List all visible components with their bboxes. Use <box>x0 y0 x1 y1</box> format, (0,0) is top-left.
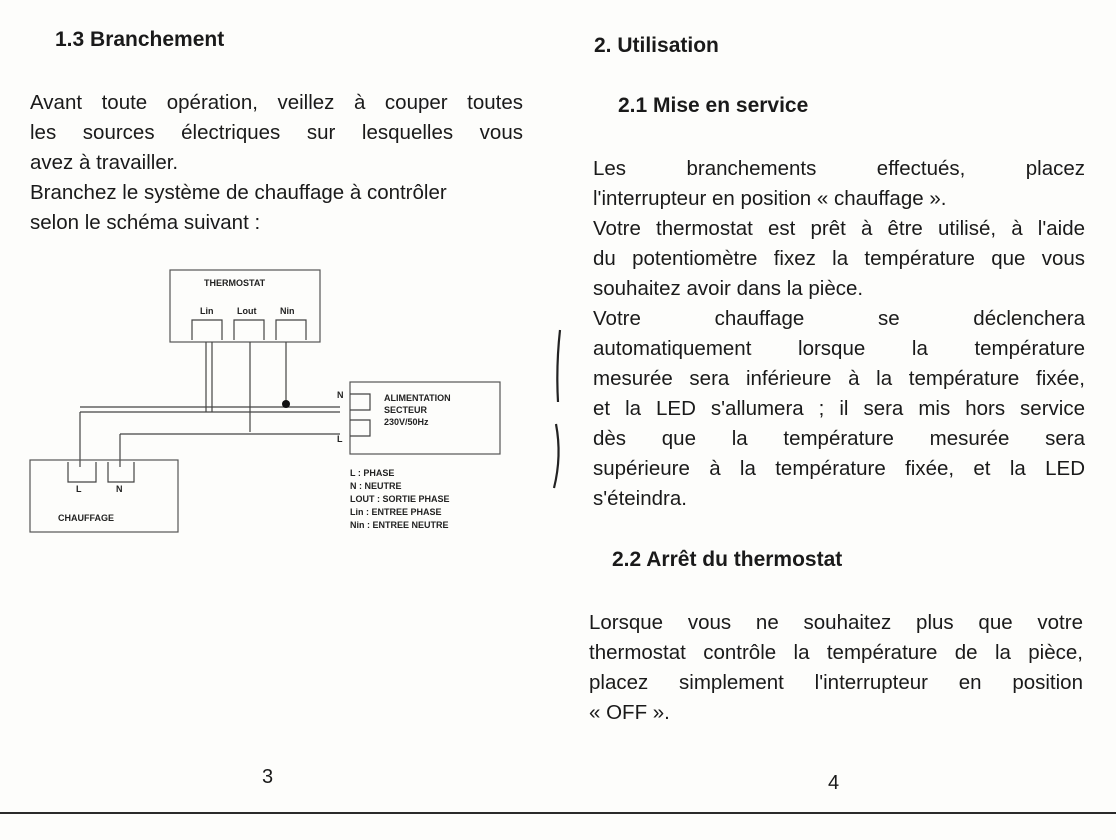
page-number-left: 3 <box>262 766 274 788</box>
para-line: s'éteindra. <box>593 487 687 510</box>
para-line: du potentiomètre fixez la température que vous <box>593 247 1085 270</box>
para-line: Votre thermostat est prêt à être utilisé, à l'aide <box>593 217 1085 240</box>
terminal-lin-label: Lin <box>200 306 214 316</box>
terminal-lout-label: Lout <box>237 306 257 316</box>
legend-line: L : PHASE <box>350 468 395 478</box>
para-line: thermostat contrôle la température de la pièce, <box>589 641 1083 664</box>
thermostat-label: THERMOSTAT <box>204 278 266 288</box>
para-line: et la LED s'allumera ; il sera mis hors service <box>593 397 1085 420</box>
supply-l-label: L <box>337 434 343 444</box>
para-line: dès que la température mesurée sera <box>593 427 1085 450</box>
para-line: souhaitez avoir dans la pièce. <box>593 277 864 300</box>
terminal-socket-lin <box>192 320 222 340</box>
para-line: Votre chauffage se déclenchera <box>593 307 1085 330</box>
supply-line-1: ALIMENTATION <box>384 393 451 403</box>
para-line: l'interrupteur en position « chauffage ». <box>593 187 947 210</box>
mise-en-service-paragraph <box>593 154 1085 514</box>
para-line: « OFF ». <box>589 701 670 724</box>
para-line: Les branchements effectués, placez <box>593 157 1085 180</box>
terminal-socket-lout <box>234 320 264 340</box>
legend-line: Lin : ENTREE PHASE <box>350 507 442 517</box>
terminal-nin-label: Nin <box>280 306 295 316</box>
heater-n-label: N <box>116 484 123 494</box>
right-page <box>558 0 1116 840</box>
arret-paragraph <box>589 608 1083 728</box>
instruction-paragraph <box>30 178 530 238</box>
supply-n-label: N <box>337 390 344 400</box>
intro-line: Avant toute opération, veillez à couper toutes <box>30 91 523 114</box>
legend-line: Nin : ENTREE NEUTRE <box>350 520 449 530</box>
junction-dot <box>282 400 290 408</box>
bottom-rule <box>0 812 1116 814</box>
para-line: supérieure à la température fixée, et la LED <box>593 457 1085 480</box>
heater-socket-l <box>68 462 96 482</box>
para-line: automatiquement lorsque la température <box>593 337 1085 360</box>
legend-line: LOUT : SORTIE PHASE <box>350 494 450 504</box>
para-line: placez simplement l'interrupteur en position <box>589 671 1083 694</box>
para-line: Lorsque vous ne souhaitez plus que votre <box>589 611 1083 634</box>
terminal-socket-nin <box>276 320 306 340</box>
instruction-line: selon le schéma suivant : <box>30 211 261 234</box>
margin-bracket-mark <box>546 326 576 492</box>
section-heading-utilisation: 2. Utilisation <box>594 34 719 57</box>
subheading-arret: 2.2 Arrêt du thermostat <box>612 548 843 571</box>
intro-line: avez à travailler. <box>30 151 179 174</box>
heater-l-label: L <box>76 484 82 494</box>
wiring-diagram <box>20 262 520 552</box>
para-line: mesurée sera inférieure à la température fixée, <box>593 367 1085 390</box>
subheading-mise-en-service: 2.1 Mise en service <box>618 94 809 117</box>
supply-socket-n <box>350 394 370 410</box>
intro-line: les sources électriques sur lesquelles vous <box>30 121 523 144</box>
legend-line: N : NEUTRE <box>350 481 402 491</box>
supply-line-3: 230V/50Hz <box>384 417 429 427</box>
intro-paragraph <box>30 88 523 178</box>
section-heading-branchement: 1.3 Branchement <box>55 28 225 51</box>
heater-socket-n <box>108 462 134 482</box>
supply-line-2: SECTEUR <box>384 405 428 415</box>
supply-socket-l <box>350 420 370 436</box>
instruction-line: Branchez le système de chauffage à contrôler <box>30 181 447 204</box>
page-number-right: 4 <box>828 772 840 794</box>
heater-label: CHAUFFAGE <box>58 513 114 523</box>
